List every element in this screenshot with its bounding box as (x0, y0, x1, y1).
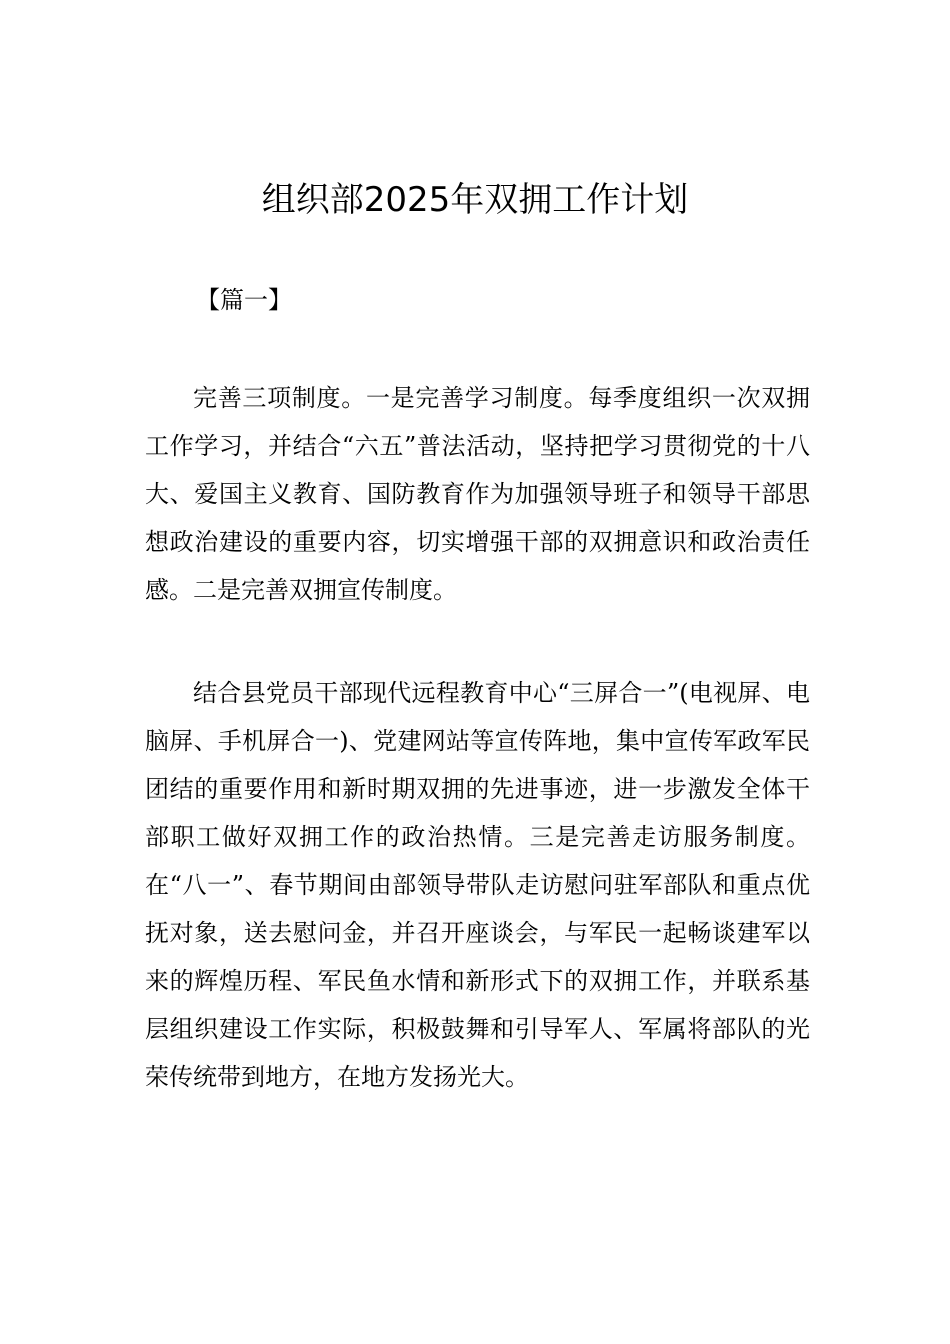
document-title: 组织部2025年双拥工作计划 (261, 180, 689, 220)
paragraph-2: 结合县党员干部现代远程教育中心“三屏合一”(电视屏、电脑屏、手机屏合一)、党建网站等宣传阵地，集中宣传军政军民团结的重要作用和新时期双拥的先进事迹，进一步激发全体干部职工做好双拥工作的政治热情。三是完善走访服务制度。在“八一”、春节期间由部领导带队走访慰问驻军部队和重点优抚对象，送去慰问金，并召开座谈会，与军民一起畅谈建军以来的辉煌历程、军民鱼水情和新形式下的双拥工作，并联系基层组织建设工作实际，积极鼓舞和引导军人、军属将部队的光荣传统带到地方，在地方发扬光大。 (145, 679, 810, 1091)
paragraph-1: 完善三项制度。一是完善学习制度。每季度组织一次双拥工作学习，并结合“六五”普法活动，坚持把学习贯彻党的十八大、爱国主义教育、国防教育作为加强领导班子和领导干部思想政治建设的重要内容，切实增强干部的双拥意识和政治责任感。二是完善双拥宣传制度。 (145, 384, 810, 604)
section-label: 【篇一】 (196, 286, 292, 314)
